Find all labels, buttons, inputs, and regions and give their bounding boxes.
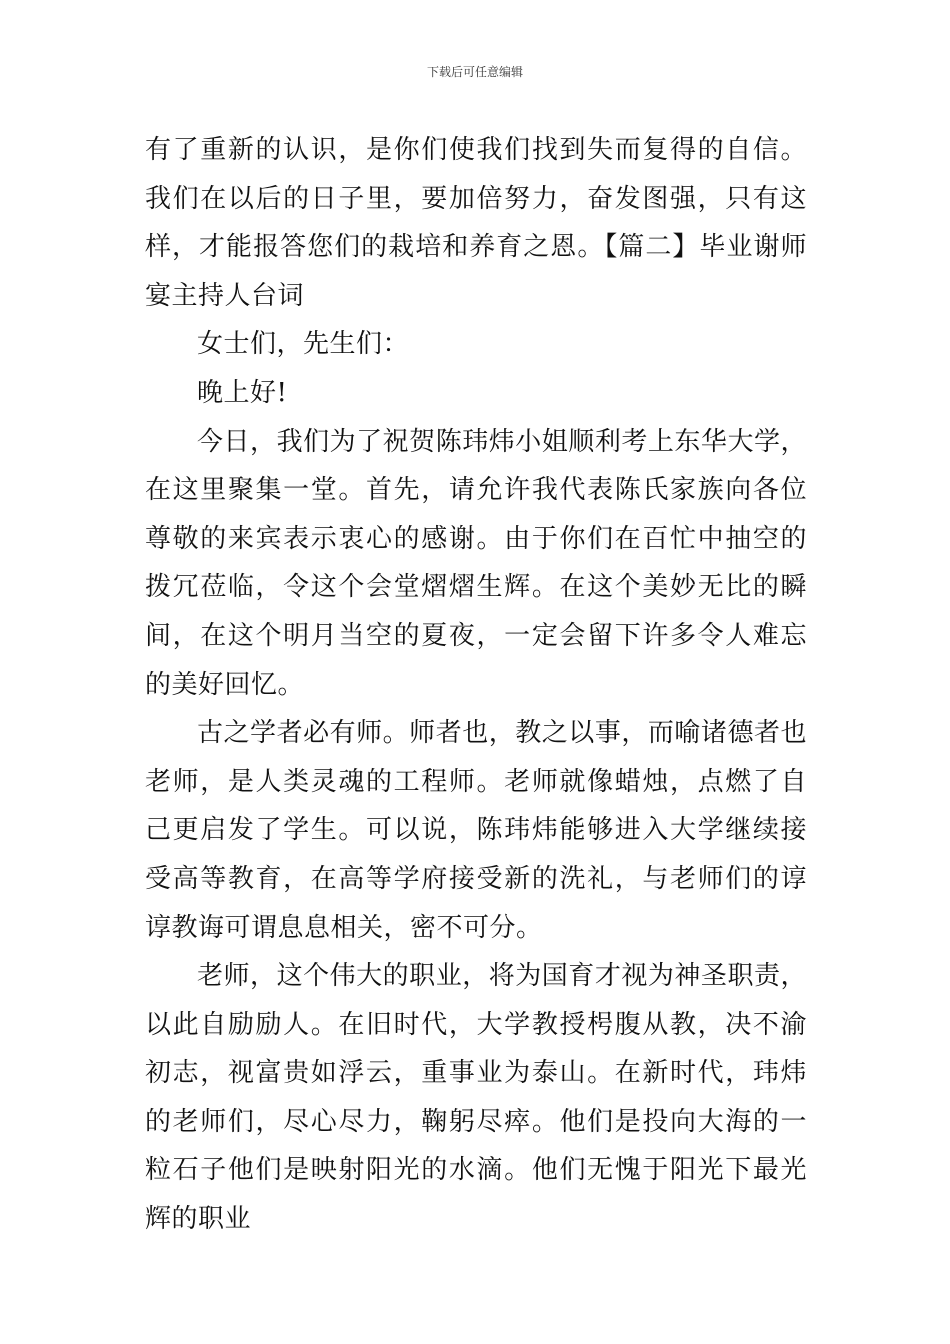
paragraph-greeting: 晚上好! <box>197 377 288 408</box>
document-body <box>145 126 807 1244</box>
paragraph-continuation: 有了重新的认识，是你们使我们找到失而复得的自信。我们在以后的日子里，要加倍努力，奋发图强，只有这样，才能报答您们的栽培和养育之恩。【篇二】毕业谢师宴主持人台词 <box>145 135 807 311</box>
paragraph-teachers: 古之学者必有师。师者也，教之以事，而喻诸德者也老师，是人类灵魂的工程师。老师就像蜡烛，点燃了自己更启发了学生。可以说，陈玮炜能够进入大学继续接受高等教育，在高等学府接受新的洗礼，与老师们的谆谆教诲可谓息息相关，密不可分。 <box>145 718 807 943</box>
paragraph-profession: 老师，这个伟大的职业，将为国育才视为神圣职责，以此自励励人。在旧时代，大学教授枵腹从教，决不渝初志，视富贵如浮云，重事业为泰山。在新时代，玮炜的老师们，尽心尽力，鞠躬尽瘁。他们是投向大海的一粒石子他们是映射阳光的水滴。他们无愧于阳光下最光辉的职业 <box>145 961 807 1235</box>
paragraph-welcome: 今日，我们为了祝贺陈玮炜小姐顺利考上东华大学，在这里聚集一堂。首先，请允许我代表陈氏家族向各位尊敬的来宾表示衷心的感谢。由于你们在百忙中抽空的拨冗莅临，令这个会堂熠熠生辉。在这个美妙无比的瞬间，在这个明月当空的夏夜，一定会留下许多令人难忘的美好回忆。 <box>145 426 807 700</box>
page-header: 下载后可任意编辑 <box>426 65 523 79</box>
paragraph-salutation: 女士们，先生们： <box>197 329 410 360</box>
